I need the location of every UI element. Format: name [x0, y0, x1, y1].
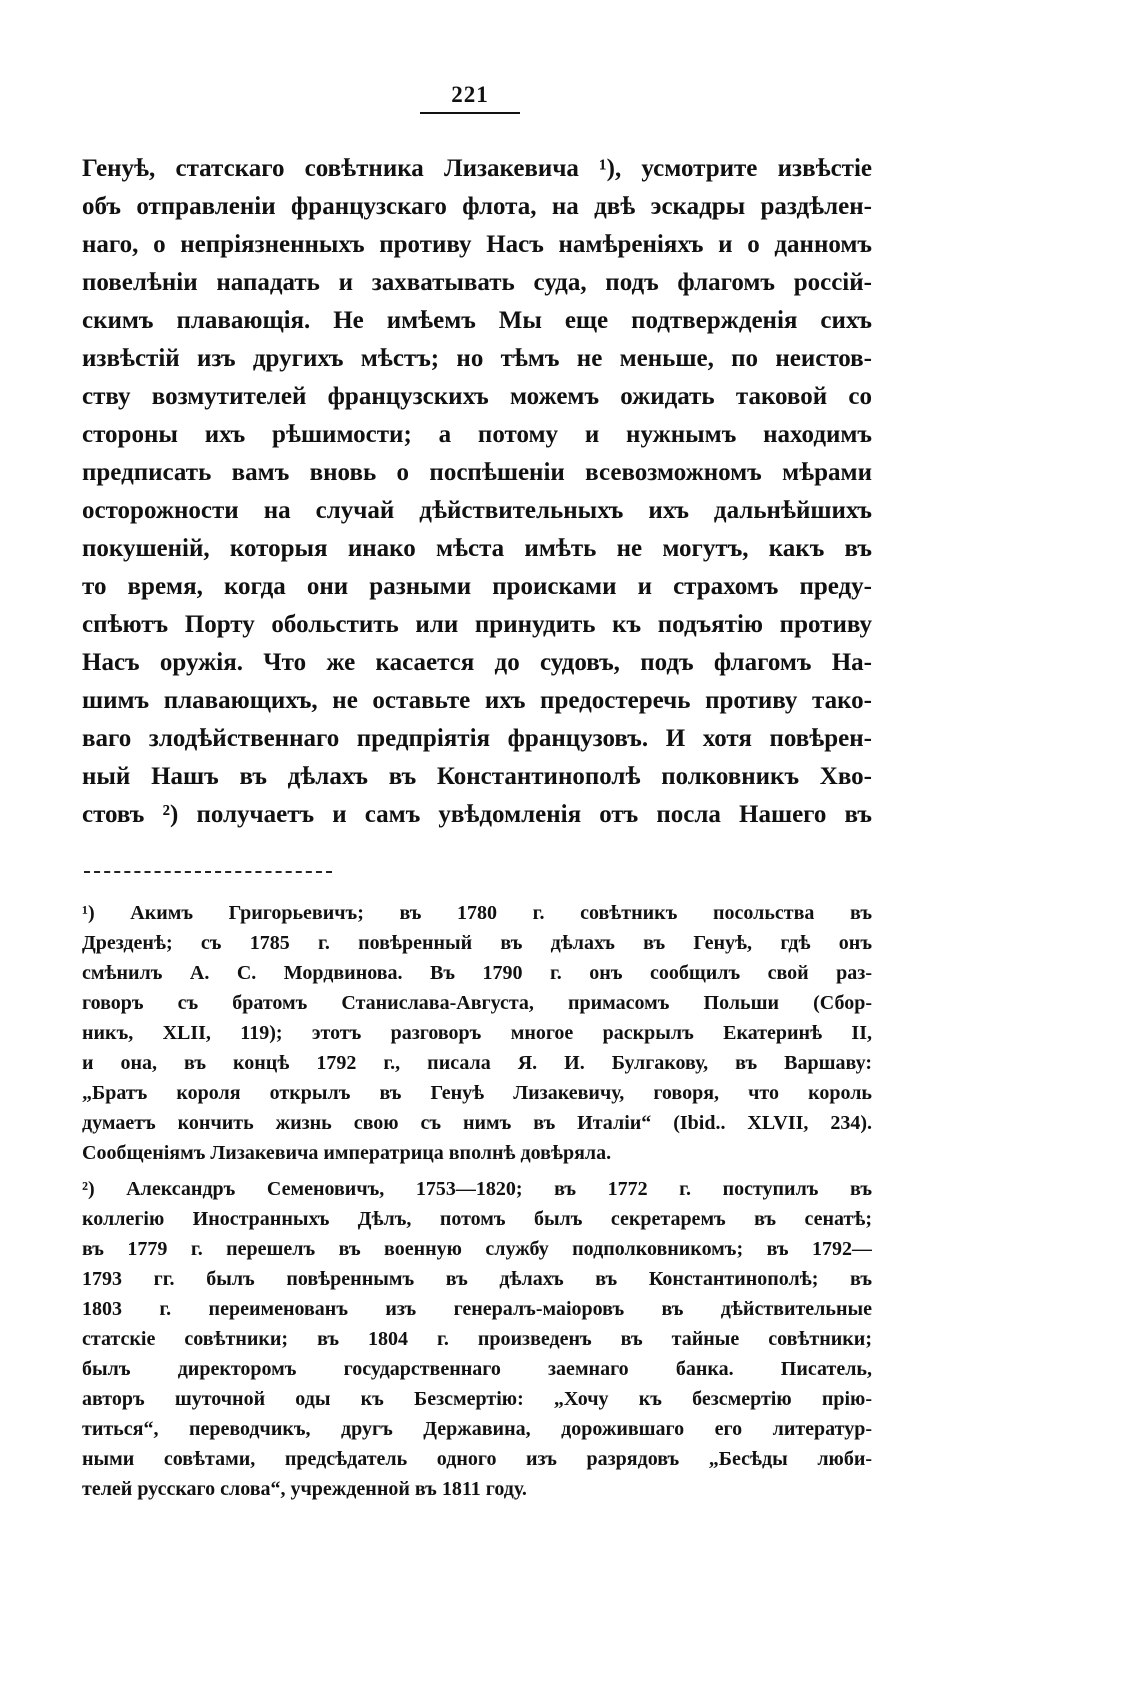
footnote-line: „Братъ короля открылъ въ Генуѣ Лизакевичу, говоря, что король: [82, 1082, 872, 1104]
body-line: объ отправленіи французскаго флота, на двѣ эскадры раздѣлен-: [82, 193, 872, 220]
body-line: покушеній, которыя инако мѣста имѣть не могутъ, какъ въ: [82, 535, 872, 562]
footnote-line: говоръ съ братомъ Станислава-Августа, примасомъ Польши (Сбор-: [82, 992, 872, 1014]
footnote-line: въ 1779 г. перешелъ въ военную службу подполковникомъ; въ 1792—: [82, 1238, 872, 1260]
body-line: стовъ ²) получаетъ и самъ увѣдомленія отъ посла Нашего въ: [82, 801, 872, 828]
footnote-separator: [84, 871, 332, 873]
page-number: 221: [420, 82, 520, 114]
body-line: скимъ плавающія. Не имѣемъ Мы еще подтвержденія сихъ: [82, 307, 872, 334]
footnote-line: ными совѣтами, предсѣдатель одного изъ разрядовъ „Бесѣды люби-: [82, 1448, 872, 1470]
body-line: шимъ плавающихъ, не оставьте ихъ предостеречь противу тако-: [82, 687, 872, 714]
footnote-2: [82, 1174, 872, 1504]
footnote-line: думаетъ кончить жизнь свою съ нимъ въ Италіи“ (Ibid.. XLVII, 234).: [82, 1112, 872, 1134]
body-line: стороны ихъ рѣшимости; а потому и нужнымъ находимъ: [82, 421, 872, 448]
body-line: ству возмутителей французскихъ можемъ ожидать таковой со: [82, 383, 872, 410]
body-line: повелѣніи нападать и захватывать суда, подъ флагомъ россій-: [82, 269, 872, 296]
body-line: то время, когда они разными происками и страхомъ преду-: [82, 573, 872, 600]
footnote-line: смѣнилъ А. С. Мордвинова. Въ 1790 г. онъ сообщилъ свой раз-: [82, 962, 872, 984]
footnote-line: коллегію Иностранныхъ Дѣлъ, потомъ былъ секретаремъ въ сенатѣ;: [82, 1208, 872, 1230]
body-line: ный Нашъ въ дѣлахъ въ Константинополѣ полковникъ Хво-: [82, 763, 872, 790]
footnote-line: ²) Александръ Семеновичъ, 1753—1820; въ 1772 г. поступилъ въ: [82, 1178, 872, 1200]
footnote-line: 1793 гг. былъ повѣреннымъ въ дѣлахъ въ Константинополѣ; въ: [82, 1268, 872, 1290]
body-line: наго, о непріязненныхъ противу Насъ намѣреніяхъ и о данномъ: [82, 231, 872, 258]
footnote-1: [82, 898, 872, 1168]
footnote-line: 1803 г. переименованъ изъ генералъ-маіоровъ въ дѣйствительные: [82, 1298, 872, 1320]
footnote-line: авторъ шуточной оды къ Безсмертію: „Хочу къ безсмертію прію-: [82, 1388, 872, 1410]
footnote-line: телей русскаго слова“, учрежденной въ 1811 году.: [82, 1478, 527, 1500]
footnote-line: былъ директоромъ государственнаго заемнаго банка. Писатель,: [82, 1358, 872, 1380]
body-line: Генуѣ, статскаго совѣтника Лизакевича ¹), усмотрите извѣстіе: [82, 155, 872, 182]
body-line: Насъ оружія. Что же касается до судовъ, подъ флагомъ На-: [82, 649, 872, 676]
footnote-line: статскіе совѣтники; въ 1804 г. произведенъ въ тайные совѣтники;: [82, 1328, 872, 1350]
footnote-line: титься“, переводчикъ, другъ Державина, дорожившаго его литератур-: [82, 1418, 872, 1440]
footnotes: [82, 898, 872, 1504]
body-line: предписать вамъ вновь о поспѣшеніи всевозможномъ мѣрами: [82, 459, 872, 486]
footnote-line: Сообщеніямъ Лизакевича императрица вполнѣ довѣряла.: [82, 1142, 612, 1164]
body-line: осторожности на случай дѣйствительныхъ ихъ дальнѣйшихъ: [82, 497, 872, 524]
footnote-line: никъ, XLII, 119); этотъ разговоръ многое раскрылъ Екатеринѣ II,: [82, 1022, 872, 1044]
footnote-line: и она, въ концѣ 1792 г., писала Я. И. Булгакову, въ Варшаву:: [82, 1052, 872, 1074]
footnote-line: ¹) Акимъ Григорьевичъ; въ 1780 г. совѣтникъ посольства въ: [82, 902, 872, 924]
body-line: ваго злодѣйственнаго предпріятія французовъ. И хотя повѣрен-: [82, 725, 872, 752]
body-line: спѣютъ Порту обольстить или принудить къ подъятію противу: [82, 611, 872, 638]
footnote-line: Дрезденѣ; съ 1785 г. повѣренный въ дѣлахъ въ Генуѣ, гдѣ онъ: [82, 932, 872, 954]
body-line: извѣстій изъ другихъ мѣстъ; но тѣмъ не меньше, по неистов-: [82, 345, 872, 372]
main-text: [82, 150, 872, 834]
